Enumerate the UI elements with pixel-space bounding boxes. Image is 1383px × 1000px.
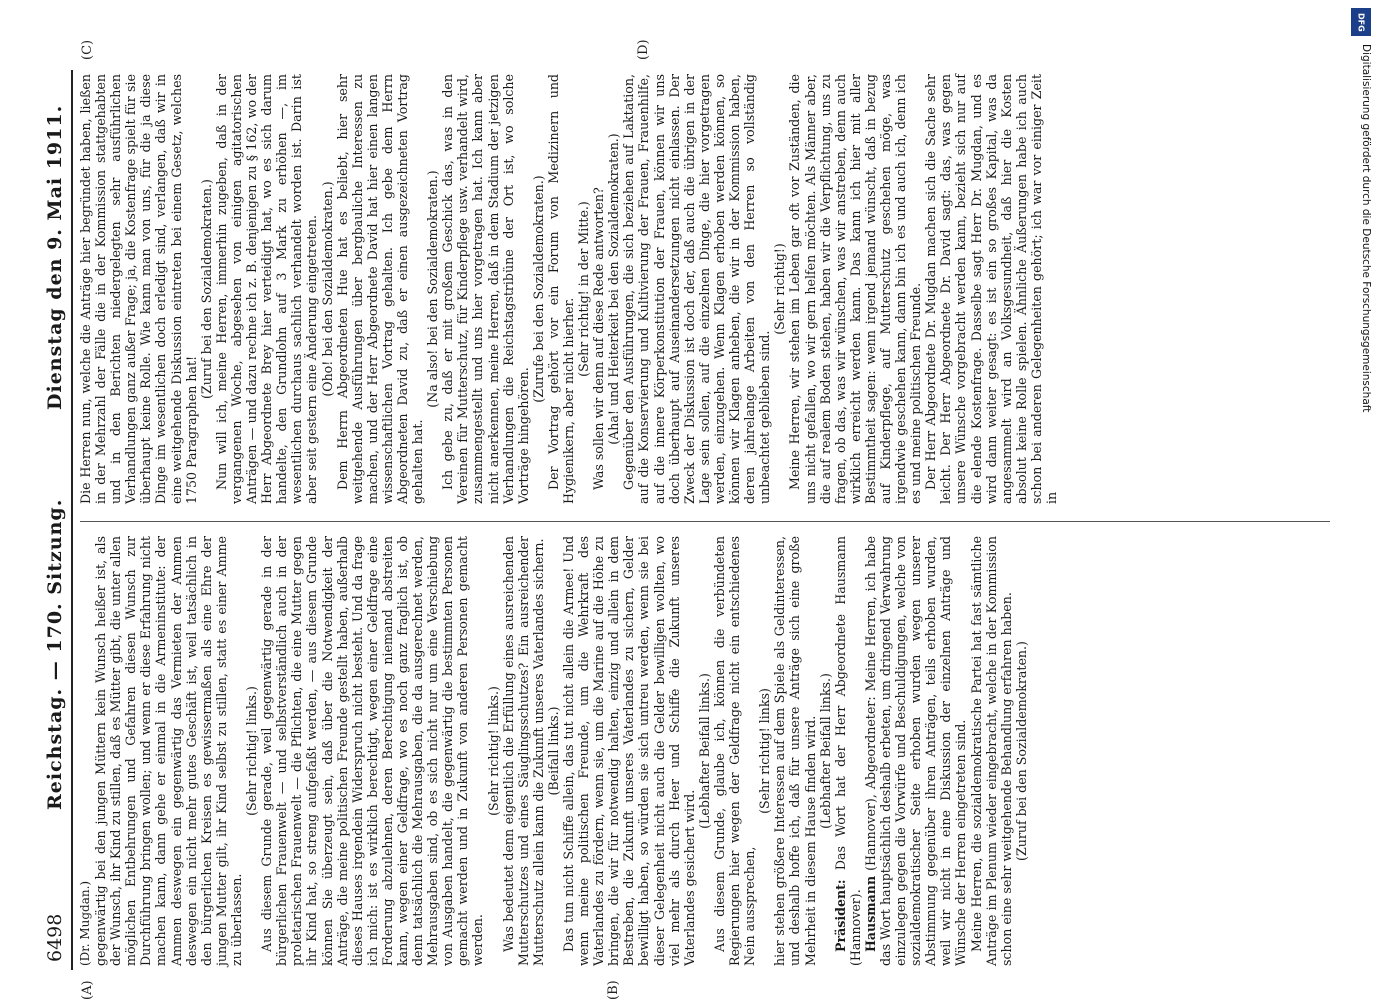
speaker-paragraph: [863, 536, 969, 966]
paragraph: Die Herren nun, welche die Anträge hier begründet haben, ließen in der Mehrzahl der Fälle die in der Kommission stattgehabten und in den Berichten niedergelegten sehr ausführlichen Verhandlungen ganz außer Frage; ja, die Kostenfrage spielt für sie überhaupt keine Rolle. Wie kann man von uns, für die ja diese Dinge im wesentlichen doch erledigt sind, verlangen, daß wir in eine weitgehende Diskussion eintreten bei einem Gesetz, welches 1750 Paragraphen hat!: [78, 74, 199, 504]
interjection: (Sehr richtig! in der Mitte.): [576, 201, 592, 377]
interjection: (Zuruf bei den Sozialdemokraten.): [1013, 641, 1029, 861]
paragraph: Was sollen wir denn auf diese Rede antworten?: [591, 187, 607, 490]
page-header: [40, 70, 68, 970]
paragraph: Meine Herren, wir stehen im Leben gar oft vor Zuständen, die uns nicht gefallen, wo wir gern helfen möchten. Als Männer aber, die auf realem Boden stehen, haben wir die Verpflichtung, uns zu fragen, ob das, was wir wünschen, was wir anstreben, denn auch wirklich erreicht werden kann. Das kann ich hier mit aller Bestimmtheit sagen: wenn irgend jemand wünscht, daß in bezug auf Kinderpflege, auf Mutterschutz geschehen möge, was irgendwie geschehen kann, dann bin ich es und auch ich, denn ich es und meine politischen Freunde.: [787, 74, 924, 504]
right-column: [78, 74, 1059, 504]
paragraph: gegenwärtig bei den jungen Müttern kein Wunsch heißer ist, als der Wunsch, ihr Kind zu stillen, daß es Mütter gibt, die unter allen möglichen Entbehrungen und Gefahren diesen Wunsch zur Durchführung bringen wollen; und wenn er diese Erfahrung nicht machen kann, dann gehe er einmal in die Armeninstitute: der Ammen deswegen ein gegenwärtig das Vermieten der Ammen deswegen ein nicht mehr gutes Geschäft ist, weil tatsächlich in den bürgerlichen Kreisen es gewissermaßen als eine Ehre der jungen Mutter gilt, ihr Kind selbst zu stillen, statt es einer Amme zu überlassen.: [93, 536, 244, 966]
margin-letter-c: (C): [80, 39, 95, 60]
margin-letter-d: (D): [636, 39, 651, 60]
interjection: (Beifall links.): [545, 706, 561, 796]
interjection: (Zurufe bei den Sozialdemokraten.): [530, 175, 546, 403]
paragraph: Aus diesem Grunde, glaube ich, können die verbündeten Regierungen hier wegen der Geldfrage nicht ein entschiedenes Nein aussprechen,: [711, 536, 758, 966]
speaker-name: Hausmann: [862, 875, 878, 952]
paragraph: Ich gebe zu, daß er mit großem Geschick das, was in den Vereinen für Mutterschutz, für Kinderpflege usw. verhandelt wird, zusammengestellt und uns hier vorgetragen hat. Ich kann aber nicht anerkennen, meine Herren, daß in dem Stadium der jetzigen Verhandlungen die Reichstagstribüne der Ort ist, wo solche Vorträge hingehören.: [440, 74, 531, 504]
president-label: Präsident:: [832, 879, 848, 952]
paragraph: Meine Herren, die sozialdemokratische Partei hat fast sämtliche Anträge im Plenum wieder eingebracht, welche in der Kommission schon eine sehr weitgehende Behandlung erfahren haben.: [968, 536, 1014, 966]
header-left-title: Reichstag. — 170. Sitzung.: [44, 498, 66, 810]
paragraph: Der Herr Abgeordnete Dr. Mugdan machen sich die Sache sehr leicht. Der Herr Abgeordnete Dr. David sagt: das, was gegen unsere Wünsche vorgebracht werden kann, bezieht sich nur auf die elende Kostenfrage. Dasselbe sagt Herr Dr. Mugdan, und es wird dann weiter gesagt: es ist ein so großes Kapital, was da angesammelt wird an Volksgesundheit, daß hier die Kosten absolut keine Rolle spielen. Ähnliche Äußerungen habe ich auch schon bei anderen Gelegenheiten gehört; ich war vor einiger Zeit in: [923, 74, 1059, 504]
interjection: (Sehr richtig! links.): [485, 686, 501, 816]
paragraph: Aus diesem Grunde gerade, weil gegenwärtig gerade in der bürgerlichen Frauenwelt — und selbstverständlich auch in der proletarischen Frauenwelt — die Pflichten, die eine Mutter gegen ihr Kind hat, so streng aufgefaßt werden, — aus diesem Grunde können Sie überzeugt sein, daß über die Notwendigkeit der Anträge, die meine politischen Freunde gestellt haben, außerhalb dieses Hauses irgendein Widerspruch nicht besteht. Und da frage ich mich: ist es wirklich berechtigt, wegen einer Geldfrage eine Forderung abzulehnen, deren Berechtigung niemand abstreiten kann, wegen einer Geldfrage, wo es noch ganz fraglich ist, ob denn tatsächlich die Mehrausgaben, die da ausgerechnet werden, Mehrausgaben sind, ob es sich nicht nur um eine Verschiebung von Ausgaben handelt, die gegenwärtig die bestimmten Personen gemacht werden und in Zukunft von anderen Personen gemacht werden.: [259, 536, 486, 966]
page-number: 6498: [44, 913, 66, 962]
dfg-logo: DFG: [1351, 8, 1371, 36]
speaker-text: (Hannover), Abgeordneter: Meine Herren, ich habe das Wort hauptsächlich deshalb erbeten, um dringend Verwahrung einzulegen gegen die Vorwürfe und Beschuldigungen, welche von sozialdemokratischer Seite erhoben wurden wegen unserer Abstimmung gegenüber ihren Anträgen, teils erhoben wurden, weil wir nicht in eine Diskussion der einzelnen Anträge und Wünsche der Herren eingetreten sind.: [862, 536, 969, 966]
interjection: (Lebhafter Beifall links.): [696, 673, 712, 829]
paragraph: Dem Herrn Abgeordneten Hue hat es beliebt, hier sehr weitgehende Ausführungen über bergbauliche Interessen zu machen, und der Herr Abgeordnete David hat hier einen langen wissenschaftlichen Vortrag gehalten. Ich gebe dem Herrn Abgeordneten David zu, daß er einen ausgezeichneten Vortrag gehalten hat.: [334, 74, 426, 504]
speaker-reference: (Dr. Mugdan.): [78, 880, 92, 966]
margin-letter-b: (B): [606, 980, 621, 1000]
paragraph: Was bedeutet denn eigentlich die Erfüllung eines ausreichenden Mutterschutzes und eines Säuglingsschutzes? Ein ausreichender Mutterschutz allein kann die Zukunft unseres Vaterlandes sichern.: [500, 536, 546, 966]
president-text: Das Wort hat der Herr Abgeordnete Hausmann (Hannover).: [832, 536, 863, 966]
interjection: (Na also! bei den Sozialdemokraten.): [425, 170, 441, 408]
interjection: (Zuruf bei den Sozialdemokraten.): [198, 179, 214, 399]
president-paragraph: [833, 536, 863, 966]
paragraph: Nun will ich, meine Herren, immerhin zugeben, daß in der vergangenen Woche, abgesehen von einigen agitatorischen Anträgen — und dazu rechne ich z. B. denjenigen zu § 162, wo der Herr Abgeordnete Brey hier verteidigt hat, wo es sich darum handelte, den Grundlohn auf 3 Mark zu erhöhen —, im wesentlichen durchaus sachlich verhandelt worden ist. Darin ist aber seit gestern eine Änderung eingetreten.: [213, 74, 320, 504]
interjection: (Sehr richtig!): [772, 243, 788, 335]
column-divider: [80, 521, 1330, 522]
paragraph: Gegenüber den Ausführungen, die sich beziehen auf Laktation, auf die Konservierung und Kultivierung der Frauen, Frauenhilfe, auf die innere Körperkonstitution der Frauen, können wir uns doch überhaupt auf Auseinandersetzungen nicht einlassen. Der Zweck der Diskussion ist doch der, daß auch die übrigen in der Lage sein sollen, auf die einzelnen Dinge, die hier vorgetragen werden, einzugehen. Wenn Klagen erhoben werden können, so können wir Klagen anheben, die wir in der Kommission haben, deren jahrelange Arbeiten von den Herren so vollständig unbeachtet geblieben sind.: [621, 74, 773, 504]
interjection: (Sehr richtig! links): [757, 688, 773, 814]
digitization-credit: Digitalisierung gefördert durch die Deutsche Forschungsgemeinschaft: [1360, 44, 1372, 413]
interjection: (Sehr richtig! links.): [244, 686, 260, 816]
interjection: (Oho! bei den Sozialdemokraten.): [319, 181, 335, 397]
paragraph: hier stehen größere Interessen auf dem Spiele als Geldinteressen, und deshalb hoffe ich, daß für unsere Anträge sich eine große Mehrheit in diesem Hause finden wird.: [772, 536, 818, 966]
interjection: (Lebhafter Beifall links.): [817, 673, 833, 829]
rotated-page: [40, 39, 1350, 1000]
paragraph: Das tun nicht Schiffe allein, das tut nicht allein die Armee! Und wenn meine politischen Freunde, um die Wehrkraft des Vaterlandes zu fördern, wenn sie, um die Marine auf die Höhe zu bringen, die wir für notwendig halten, einzig und allein in dem Bestreben, die Zukunft unseres Vaterlandes zu sichern, Gelder bewilligt haben, so würden sie sich untreu werden, wenn sie bei dieser Gelegenheit nicht auch die Gelder bewilligen wollten, wo viel mehr als durch Heer und Schiffe die Zukunft unseres Vaterlandes gesichert wird.: [561, 536, 697, 966]
header-rule: [71, 70, 73, 970]
interjection: (Aha! und Heiterkeit bei den Sozialdemokraten.): [606, 133, 622, 445]
left-column: [78, 536, 1029, 966]
header-right-title: Dienstag den 9. Mai 1911.: [44, 104, 66, 410]
paragraph: Der Vortrag gehört vor ein Forum von Medizinern und Hygienikern, aber nicht hierher.: [545, 74, 576, 504]
margin-letter-a: (A): [80, 980, 95, 1000]
